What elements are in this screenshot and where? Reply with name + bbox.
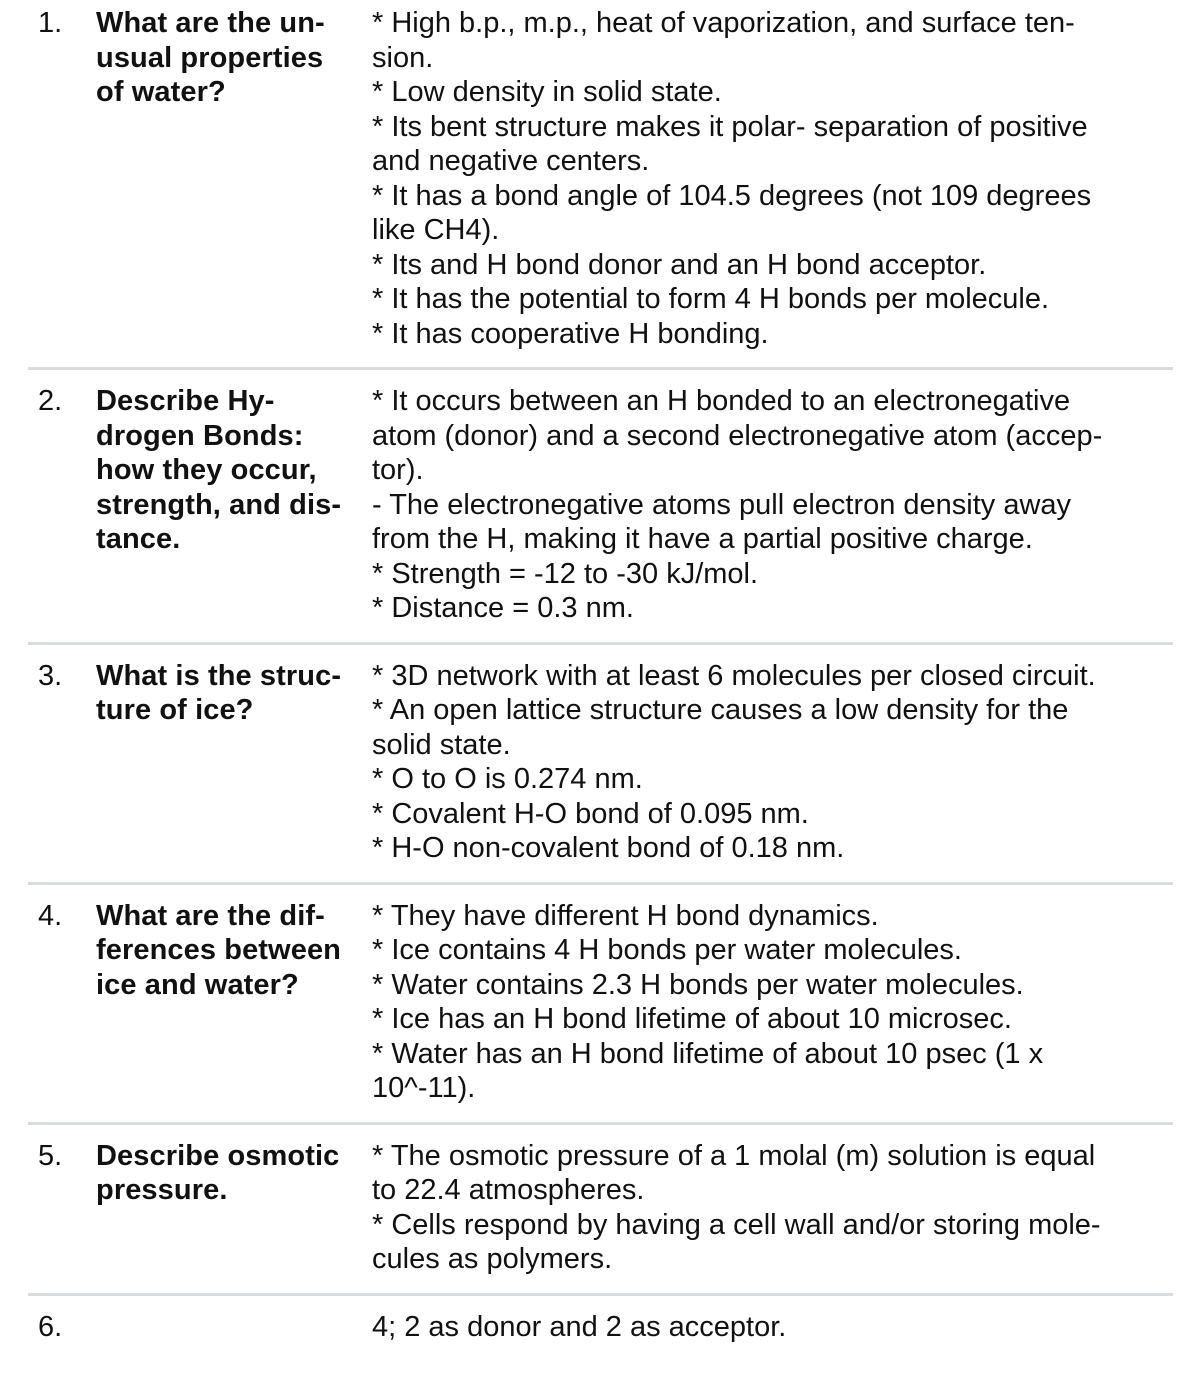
flashcard-row bbox=[28, 1310, 1173, 1361]
answer-line: from the H, making it have a partial positive charge. bbox=[372, 523, 1033, 555]
card-answer bbox=[372, 899, 1173, 1106]
answer-line: 4; 2 as donor and 2 as acceptor. bbox=[372, 1310, 787, 1343]
flashcard-row bbox=[28, 899, 1173, 1125]
card-question bbox=[96, 6, 372, 351]
card-question bbox=[96, 384, 372, 626]
flashcard-row bbox=[28, 384, 1173, 645]
card-question bbox=[96, 1310, 372, 1345]
question-line: ice and water? bbox=[96, 968, 299, 1001]
card-number: 1. bbox=[38, 7, 63, 39]
flashcard-row bbox=[28, 1139, 1173, 1296]
answer-line: * O to O is 0.274 nm. bbox=[372, 763, 643, 795]
question-line: Describe osmotic bbox=[96, 1139, 340, 1172]
answer-line: * H-O non-covalent bond of 0.18 nm. bbox=[372, 832, 845, 864]
answer-line: atom (donor) and a second electronegative atom (accep- bbox=[372, 419, 1103, 452]
question-line: of water? bbox=[96, 76, 226, 108]
question-line: strength, and dis- bbox=[96, 488, 342, 521]
answer-line: * Ice has an H bond lifetime of about 10 microsec. bbox=[372, 1003, 1012, 1035]
answer-line: * The osmotic pressure of a 1 molal (m) solution is equal bbox=[372, 1139, 1096, 1172]
question-line: usual properties bbox=[96, 41, 324, 74]
question-line: ture of ice? bbox=[96, 694, 254, 726]
answer-line: * Water has an H bond lifetime of about 10 psec (1 x bbox=[372, 1037, 1044, 1070]
answer-line: 10^-11). bbox=[372, 1072, 476, 1104]
card-answer bbox=[372, 1139, 1173, 1277]
card-question bbox=[96, 1139, 372, 1277]
card-answer bbox=[372, 659, 1173, 866]
answer-line: - The electronegative atoms pull electron density away bbox=[372, 488, 1072, 521]
answer-line: cules as polymers. bbox=[372, 1243, 613, 1275]
flashcard-sheet bbox=[28, 6, 1173, 1374]
answer-line: * Covalent H-O bond of 0.095 nm. bbox=[372, 797, 809, 830]
question-line: ferences between bbox=[96, 934, 341, 966]
answer-line: * Cells respond by having a cell wall and/or storing mole- bbox=[372, 1208, 1101, 1241]
answer-line: tor). bbox=[372, 454, 424, 486]
question-line: Describe Hy- bbox=[96, 385, 275, 417]
flashcard-row bbox=[28, 6, 1173, 370]
question-line: What are the dif- bbox=[96, 899, 325, 932]
question-line: pressure. bbox=[96, 1174, 228, 1206]
answer-line: * High b.p., m.p., heat of vaporization, and surface ten- bbox=[372, 7, 1075, 39]
answer-line: * It has the potential to form 4 H bonds per molecule. bbox=[372, 283, 1050, 315]
answer-line: * Its bent structure makes it polar- separation of positive bbox=[372, 110, 1088, 143]
answer-line: * It occurs between an H bonded to an electronegative bbox=[372, 385, 1071, 417]
question-line: tance. bbox=[96, 523, 181, 555]
answer-line: * It has a bond angle of 104.5 degrees (not 109 degrees bbox=[372, 179, 1092, 212]
card-number: 6. bbox=[38, 1310, 63, 1343]
answer-line: sion. bbox=[372, 41, 434, 74]
question-line: how they occur, bbox=[96, 454, 317, 486]
card-answer bbox=[372, 1310, 1173, 1345]
answer-line: and negative centers. bbox=[372, 145, 650, 177]
card-question bbox=[96, 899, 372, 1106]
answer-line: * Its and H bond donor and an H bond acceptor. bbox=[372, 248, 987, 281]
card-number: 3. bbox=[38, 659, 63, 692]
card-number: 2. bbox=[38, 385, 63, 417]
answer-line: * Distance = 0.3 nm. bbox=[372, 592, 634, 624]
answer-line: * They have different H bond dynamics. bbox=[372, 899, 879, 932]
answer-line: * Low density in solid state. bbox=[372, 76, 722, 108]
card-answer bbox=[372, 6, 1173, 351]
answer-line: * It has cooperative H bonding. bbox=[372, 317, 769, 350]
card-number: 5. bbox=[38, 1139, 63, 1172]
answer-line: * 3D network with at least 6 molecules per closed circuit. bbox=[372, 659, 1096, 692]
card-answer bbox=[372, 384, 1173, 626]
question-line: drogen Bonds: bbox=[96, 419, 304, 452]
answer-line: solid state. bbox=[372, 728, 511, 761]
question-line: What are the un- bbox=[96, 7, 325, 39]
answer-line: * Strength = -12 to -30 kJ/mol. bbox=[372, 557, 759, 590]
flashcard-row bbox=[28, 659, 1173, 885]
card-question bbox=[96, 659, 372, 866]
answer-line: * Water contains 2.3 H bonds per water molecules. bbox=[372, 968, 1024, 1001]
answer-line: like CH4). bbox=[372, 214, 500, 246]
card-number: 4. bbox=[38, 899, 63, 932]
answer-line: * An open lattice structure causes a low density for the bbox=[372, 694, 1069, 726]
answer-line: to 22.4 atmospheres. bbox=[372, 1174, 645, 1206]
answer-line: * Ice contains 4 H bonds per water molecules. bbox=[372, 934, 962, 966]
question-line: What is the struc- bbox=[96, 659, 342, 692]
